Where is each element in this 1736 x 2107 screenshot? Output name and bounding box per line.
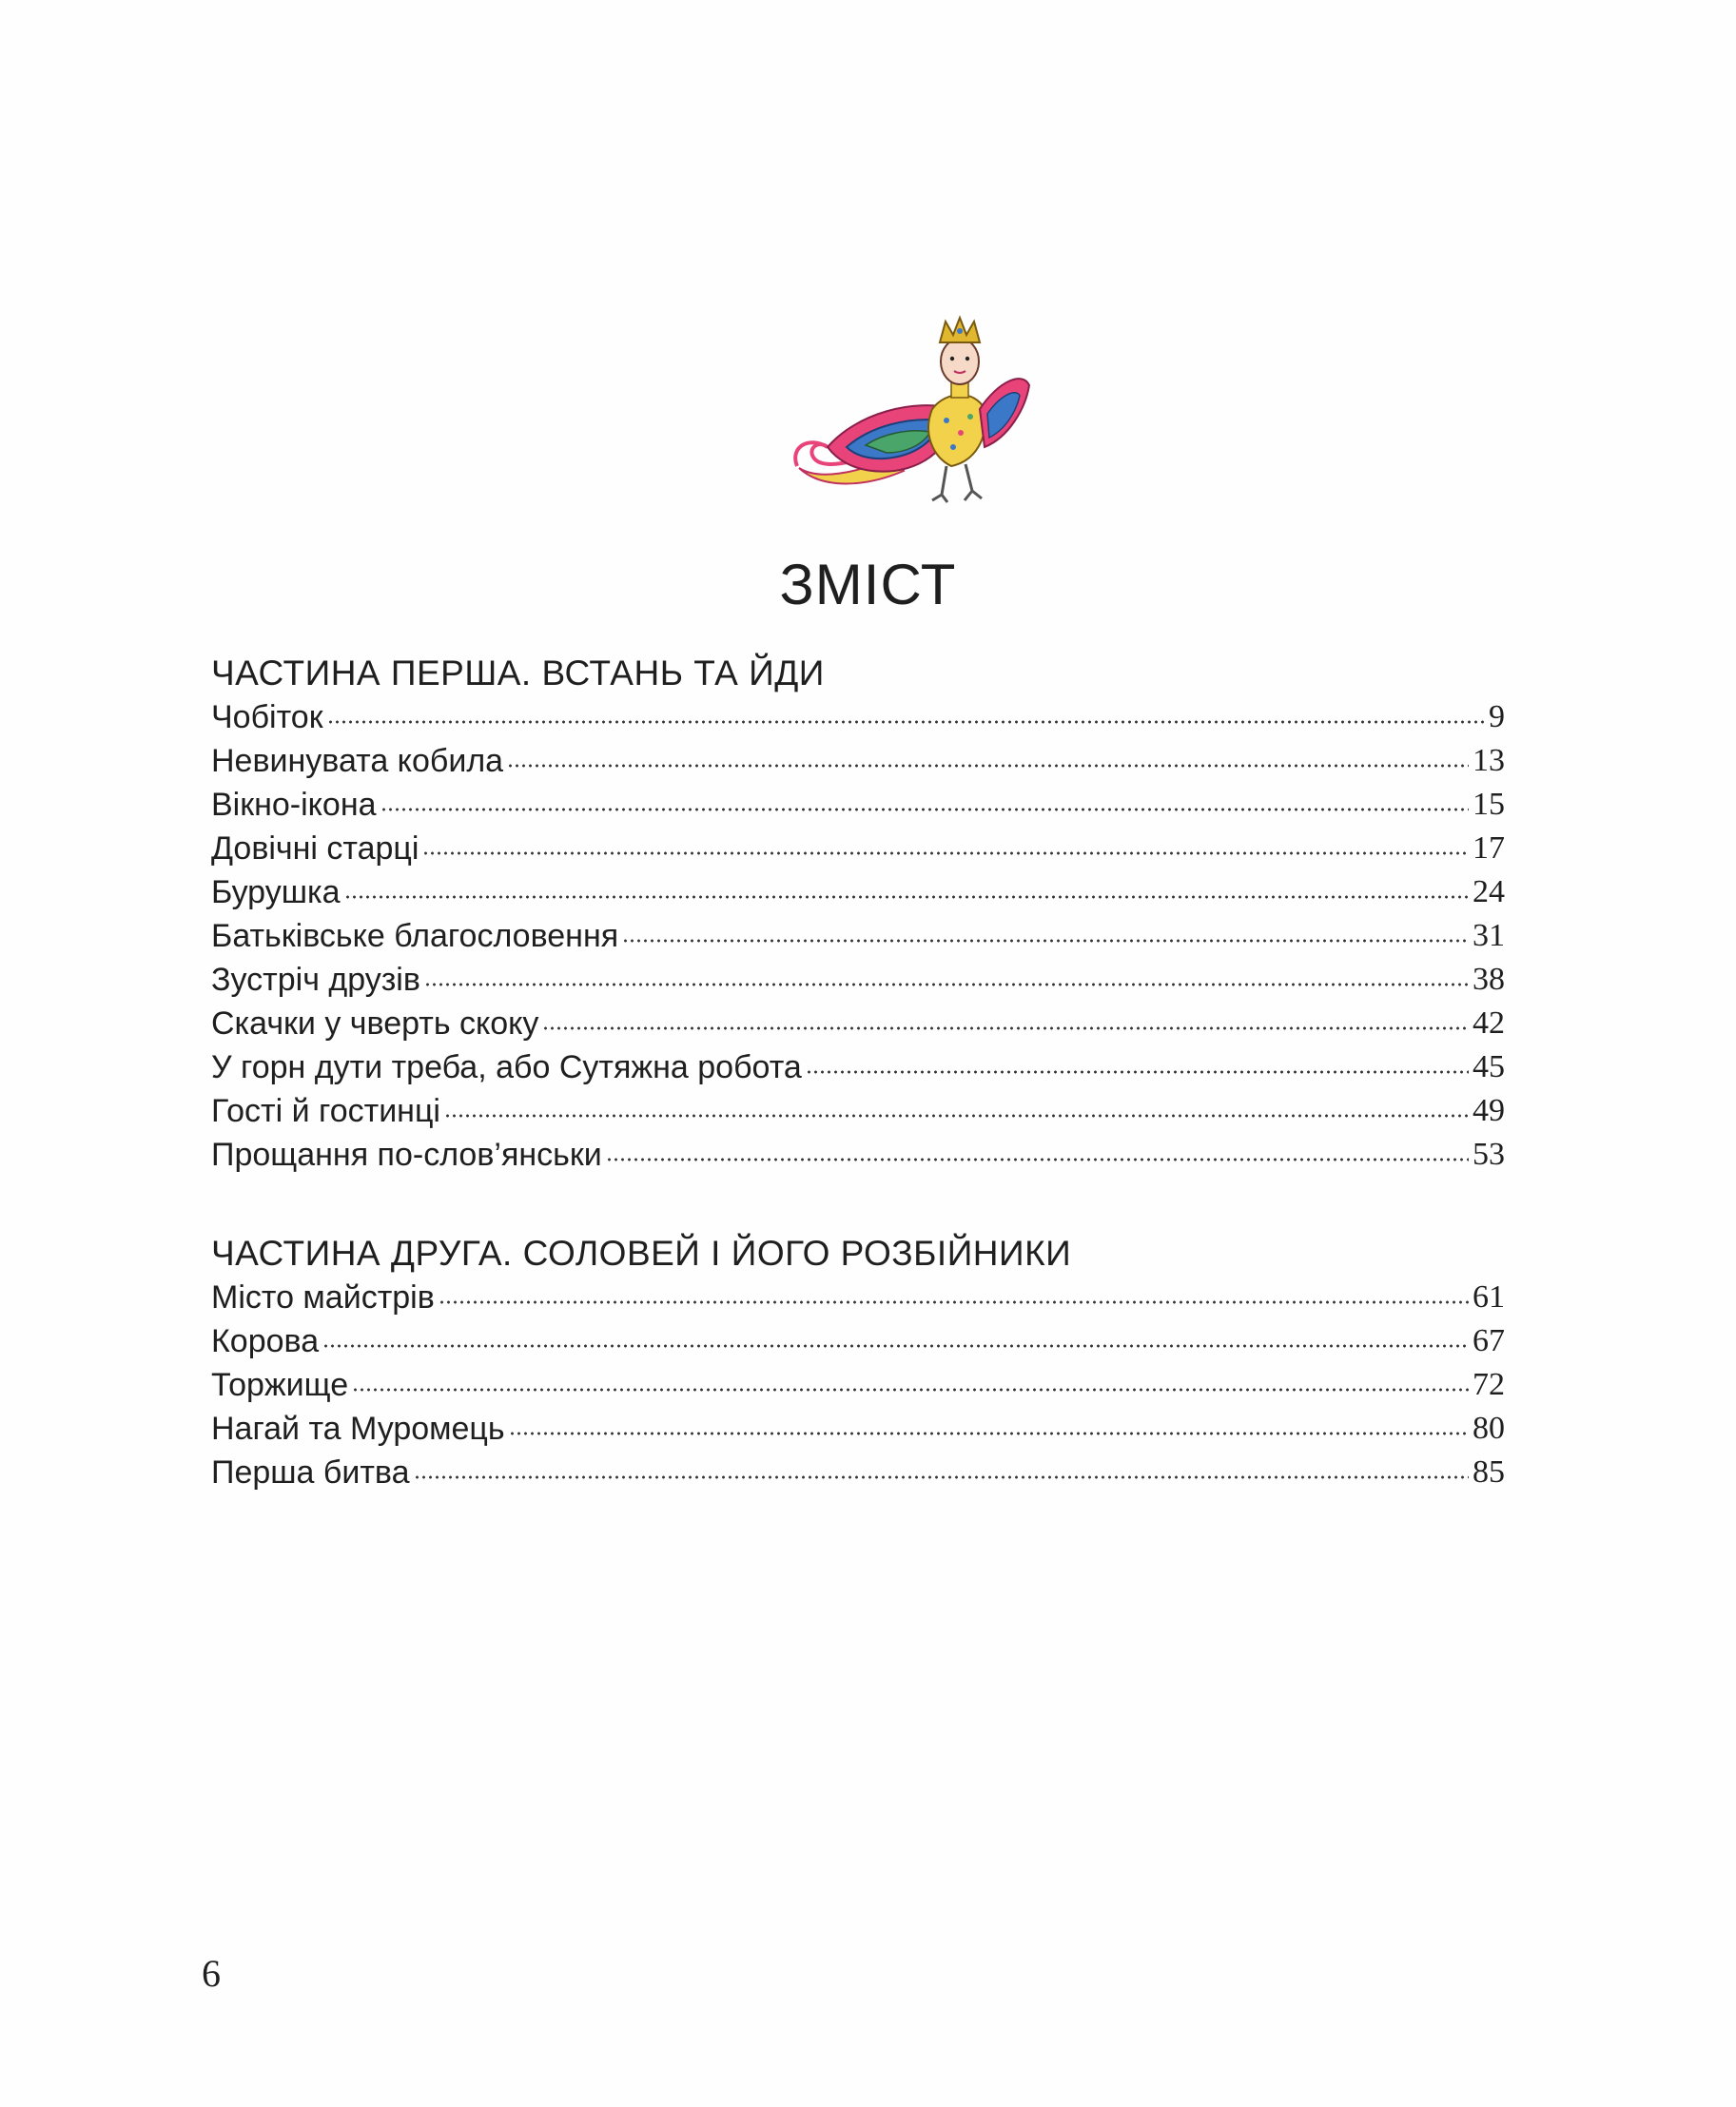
entry-page-number: 85 — [1473, 1454, 1505, 1490]
toc-entry[interactable] — [211, 914, 1505, 958]
entry-page-number: 15 — [1473, 787, 1505, 822]
toc-entry[interactable] — [211, 1407, 1505, 1451]
toc-part-one — [211, 652, 1505, 1177]
dot-leader — [606, 1155, 1469, 1164]
entry-page-number: 61 — [1473, 1279, 1505, 1315]
entry-title: Місто майстрів — [211, 1279, 435, 1316]
entry-title: Довічні старці — [211, 830, 419, 867]
entry-page-number: 38 — [1473, 962, 1505, 997]
entry-title: У горн дути треба, або Сутяжна робота — [211, 1049, 802, 1085]
entry-title: Скачки у чверть скоку — [211, 1005, 539, 1042]
part-heading: ЧАСТИНА ПЕРША. ВСТАНЬ ТА ЙДИ — [211, 654, 825, 693]
dot-leader — [414, 1473, 1469, 1482]
page-title: ЗМІСТ — [779, 553, 957, 616]
dot-leader — [322, 1341, 1469, 1351]
entry-page-number: 13 — [1473, 743, 1505, 778]
toc-entry[interactable] — [211, 739, 1505, 783]
dot-leader — [542, 1024, 1469, 1033]
entry-title: Вікно-ікона — [211, 787, 377, 823]
dot-leader — [509, 1429, 1469, 1438]
dot-leader — [424, 980, 1469, 989]
entry-title: Торжище — [211, 1367, 349, 1403]
entry-page-number: 9 — [1489, 699, 1505, 734]
dot-leader — [344, 892, 1469, 902]
entry-page-number: 80 — [1473, 1411, 1505, 1446]
entry-title: Невинувата кобила — [211, 743, 504, 779]
entry-title: Чобіток — [211, 699, 323, 735]
dot-leader — [380, 805, 1469, 814]
toc-entry[interactable] — [211, 1319, 1505, 1363]
toc-entry[interactable] — [211, 1089, 1505, 1133]
entry-page-number: 31 — [1473, 918, 1505, 953]
entry-title: Батьківське благословення — [211, 918, 619, 954]
entry-page-number: 49 — [1473, 1093, 1505, 1128]
dot-leader — [422, 849, 1469, 858]
dot-leader — [327, 717, 1485, 727]
toc-entry[interactable] — [211, 870, 1505, 914]
dot-leader — [352, 1385, 1469, 1395]
page-number: 6 — [202, 1952, 221, 1995]
entry-title: Корова — [211, 1323, 320, 1359]
dot-leader — [444, 1111, 1469, 1121]
entry-title: Перша битва — [211, 1454, 410, 1491]
toc-part-two — [211, 1232, 1505, 1494]
entry-page-number: 24 — [1473, 874, 1505, 909]
dot-leader — [806, 1067, 1469, 1077]
entry-title: Зустріч друзів — [211, 962, 420, 998]
dot-leader — [439, 1297, 1469, 1307]
entry-page-number: 17 — [1473, 830, 1505, 866]
entry-page-number: 42 — [1473, 1005, 1505, 1041]
toc-entry[interactable] — [211, 1276, 1505, 1319]
dot-leader — [622, 936, 1469, 946]
toc-entry[interactable] — [211, 783, 1505, 827]
toc-entry[interactable] — [211, 1133, 1505, 1177]
toc-entry[interactable] — [211, 1002, 1505, 1045]
entry-page-number: 67 — [1473, 1323, 1505, 1358]
toc-entry[interactable] — [211, 827, 1505, 870]
entry-title: Бурушка — [211, 874, 341, 910]
toc-entry[interactable] — [211, 695, 1505, 739]
entry-title: Гості й гостинці — [211, 1093, 440, 1129]
entry-page-number: 53 — [1473, 1137, 1505, 1172]
entry-title: Нагай та Муромець — [211, 1411, 505, 1447]
toc-entry[interactable] — [211, 1363, 1505, 1407]
sirin-bird-icon — [790, 314, 1037, 504]
toc-entry[interactable] — [211, 958, 1505, 1002]
entry-title: Прощання по-слов’янськи — [211, 1137, 602, 1173]
entry-page-number: 45 — [1473, 1049, 1505, 1084]
dot-leader — [507, 761, 1469, 771]
toc-entry[interactable] — [211, 1045, 1505, 1089]
part-heading: ЧАСТИНА ДРУГА. СОЛОВЕЙ І ЙОГО РОЗБІЙНИКИ — [211, 1234, 1072, 1273]
toc-entry[interactable] — [211, 1451, 1505, 1494]
entry-page-number: 72 — [1473, 1367, 1505, 1402]
